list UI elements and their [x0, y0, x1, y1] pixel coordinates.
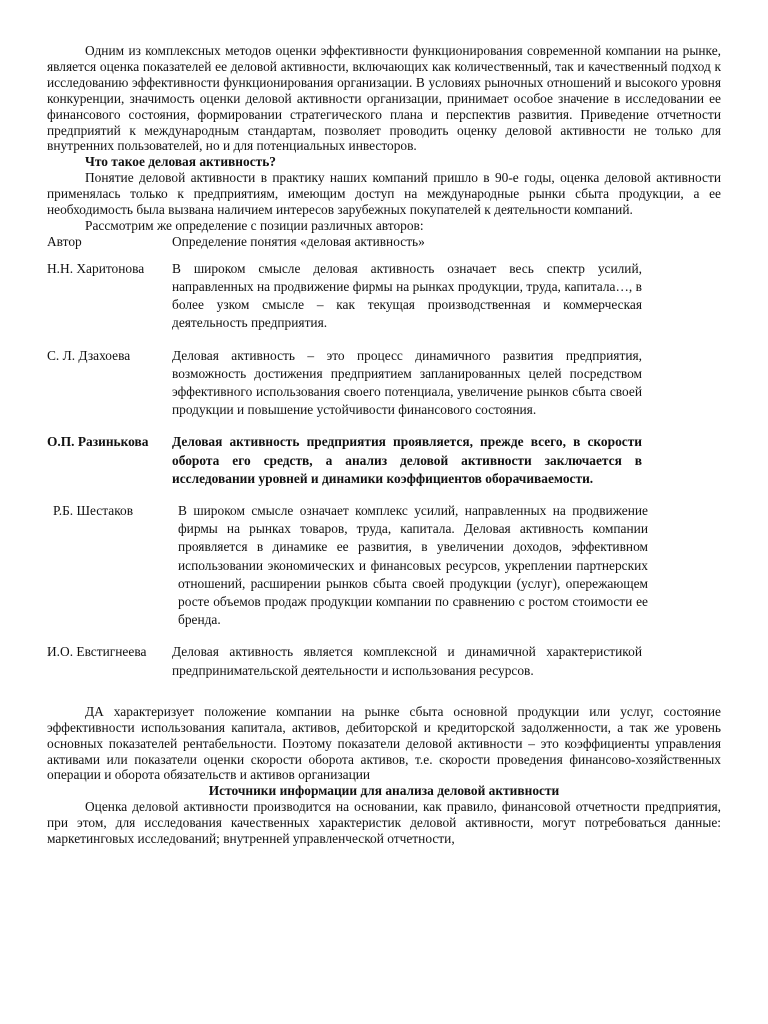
table-header-row — [47, 234, 642, 250]
definition-cell: Деловая активность является комплексной и динамичной характеристикой предпринимательской деятельности и использования ресурсов. — [172, 644, 642, 678]
authors-intro-paragraph: Рассмотрим же определение с позиции различных авторов: — [85, 217, 424, 233]
table-row — [47, 502, 648, 629]
table-row — [47, 260, 642, 333]
history-paragraph: Понятие деловой активности в практику наших компаний пришло в 90-е годы, оценка деловой активности применялась только к предприятиям, имеющим доступ на международные рынки сбыта продукции, а ее необходимость была вызвана наличием интересов зарубежных покупателей к деятельности компаний. — [47, 170, 721, 218]
header-definition: Определение понятия «деловая активность» — [172, 233, 425, 249]
definitions-table — [47, 233, 648, 680]
section-heading-what-is: Что такое деловая активность? — [85, 154, 276, 170]
table-row — [47, 643, 642, 679]
author-cell: С. Л. Дзахоева — [47, 347, 131, 363]
business-activity-paragraph: ДА характеризует положение компании на рынке сбыта основной продукции или услуг, состояние эффективности использования капитала, активов, дебиторской и кредиторской задолженности, а так же уровень основных показателей рентабельности. Поэтому показатели деловой активности – это коэффициенты управления активами или показатели оценки скорости оборота активов, т.е. скорости проведения финансово-хозяйственных операции и оборота обязательств и активов организации — [47, 703, 721, 783]
table-row — [47, 433, 642, 488]
author-cell: Н.Н. Харитонова — [47, 260, 145, 276]
author-cell: О.П. Разинькова — [47, 434, 149, 450]
header-author: Автор — [47, 233, 82, 249]
definition-cell: Деловая активность – это процесс динамичного развития предприятия, возможность достижения предприятием запланированных целей посредством эффективного использования своего потенциала, увеличение рынков сбыта своей продукции и повышение устойчивости финансового состояния. — [172, 347, 642, 418]
sources-paragraph: Оценка деловой активности производится на основании, как правило, финансовой отчетности предприятия, при этом, для исследования качественных характеристик деловой активности, могут потребоваться данные: маркетинговых исследований; внутренней управленческой отчетности, — [47, 799, 721, 847]
section-heading-sources: Источники информации для анализа деловой активности — [208, 783, 560, 799]
definition-cell: В широком смысле означает комплекс усилий, направленных на продвижение фирмы на рынках товаров, труда, капитала. Деловая активность компании проявляется в динамике ее развития, в увеличении доходов, эффективном использовании экономических и финансовых ресурсов, укреплении партнерских отношений, расширении рынков сбыта своей продукции (услуг), опережающем росте объемов продаж продукции компании по сравнению с ростом стоимости ее бренда. — [178, 503, 648, 628]
author-cell: Р.Б. Шестаков — [53, 503, 134, 519]
definition-cell: В широком смысле деловая активность означает весь спектр усилий, направленных на продвижение фирмы на рынках продукции, труда, капитала…, в более узком смысле – как текущая производственная и коммерческая деятельность предприятия. — [172, 260, 642, 331]
intro-paragraph: Одним из комплексных методов оценки эффективности функционирования современной компании на рынке, является оценка показателей ее деловой активности, включающих как количественный, так и качественный подход к исследованию эффективности функционирования организации. В условиях рыночных отношений и высокого уровня конкуренции, значимость оценки деловой активности организации, принимает особое значение в исследовании ее финансового состояния, формировании стратегического плана и перспектив развития. Приведение отчетности предприятий к международным стандартам, позволяет проводить оценку деловой активности не только для внутренних пользователей, но и для потенциальных инвесторов. — [47, 43, 721, 154]
table-row — [47, 347, 642, 420]
author-cell: И.О. Евстигнеева — [47, 644, 147, 660]
document-page — [47, 43, 721, 847]
definition-cell: Деловая активность предприятия проявляется, прежде всего, в скорости оборота его средств, а анализ деловой активности заключается в исследовании уровней и динамики коэффициентов оборачиваемости. — [172, 434, 642, 486]
